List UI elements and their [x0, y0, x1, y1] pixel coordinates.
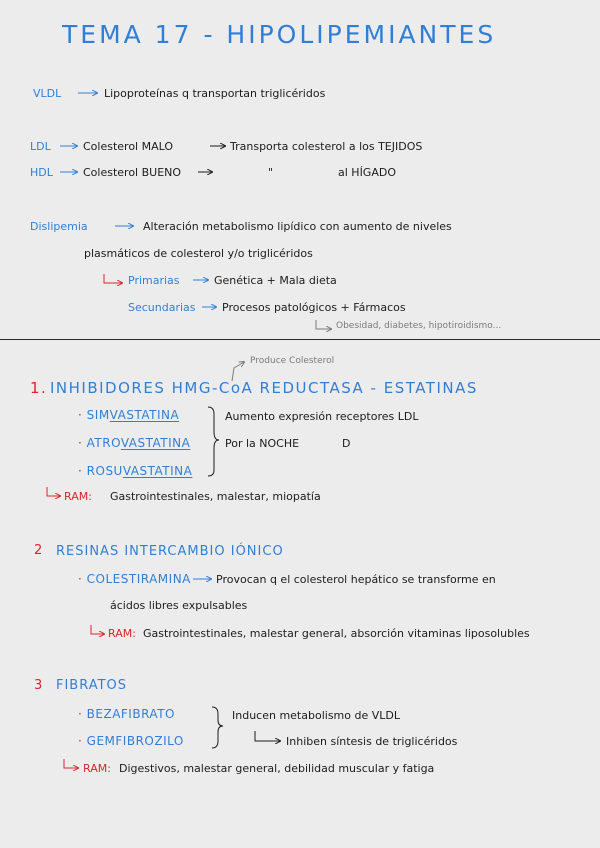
section1-ram-label: RAM: — [64, 490, 92, 503]
section1-ram-text: Gastrointestinales, malestar, miopatía — [110, 490, 321, 503]
drug-rosuvastatina: · ROSUVASTATINA — [78, 464, 193, 478]
drug-simvastatina: · SIMVASTATINA — [78, 408, 180, 422]
fibrate-effect-2: Inhiben síntesis de triglicéridos — [286, 735, 458, 748]
hook-section2-ram — [91, 625, 104, 634]
dislipemia-description-line1: Alteración metabolismo lipídico con aumento de niveles — [143, 220, 452, 233]
resin-effect-line1: Provocan q el colesterol hepático se transforme en — [216, 573, 496, 586]
hmg-coa-note: Produce Colesterol — [250, 356, 335, 366]
ldl-description: Colesterol MALO — [83, 140, 174, 153]
hook-fibrate-effect — [255, 731, 280, 741]
primarias-description: Genética + Mala dieta — [214, 274, 337, 287]
fibrate-effect-1: Inducen metabolismo de VLDL — [232, 709, 400, 722]
hdl-liver: al HÍGADO — [338, 166, 396, 179]
section1-number: 1. — [30, 379, 48, 397]
secundarias-examples-note: Obesidad, diabetes, hipotiroidismo... — [336, 321, 502, 331]
ldl-term: LDL — [30, 140, 51, 153]
smiley-mark: D — [342, 437, 351, 450]
section2-ram-label: RAM: — [108, 627, 136, 640]
hdl-term: HDL — [30, 166, 53, 179]
vldl-description: Lipoproteínas q transportan triglicéridos — [104, 87, 326, 100]
drug-bezafibrato: · BEZAFIBRATO — [78, 707, 175, 721]
section2-heading: RESINAS INTERCAMBIO IÓNICO — [56, 544, 284, 559]
hdl-description: Colesterol BUENO — [83, 166, 182, 179]
hook-primarias — [104, 274, 122, 283]
statin-timing: Por la NOCHE — [225, 437, 300, 450]
section1-heading: INHIBIDORES HMG-CoA REDUCTASA - ESTATINAS — [50, 379, 478, 397]
section3-ram-text: Digestivos, malestar general, debilidad muscular y fatiga — [119, 762, 435, 775]
section2-ram-text: Gastrointestinales, malestar general, absorción vitaminas liposolubles — [143, 627, 530, 640]
bracket-fibrates — [212, 707, 223, 748]
secundarias-label: Secundarias — [128, 301, 196, 314]
hdl-ditto-mark: " — [268, 166, 274, 179]
section-divider — [0, 339, 600, 340]
drug-colestiramina: · COLESTIRAMINA — [78, 572, 191, 586]
drug-gemfibrozilo: · GEMFIBROZILO — [78, 734, 184, 748]
section3-heading: FIBRATOS — [56, 678, 128, 693]
ldl-transport: Transporta colesterol a los TEJIDOS — [230, 140, 423, 153]
dislipemia-description-line2: plasmáticos de colesterol y/o triglicéridos — [84, 247, 313, 260]
statin-effect: Aumento expresión receptores LDL — [225, 410, 419, 423]
page-title: TEMA 17 - HIPOLIPEMIANTES — [62, 20, 497, 49]
resin-effect-line2: ácidos libres expulsables — [110, 599, 248, 612]
hook-section3-ram — [64, 759, 78, 768]
hook-section1-ram — [47, 487, 60, 496]
section3-number: 3 — [34, 678, 44, 693]
primarias-label: Primarias — [128, 274, 180, 287]
hook-secundarias-note — [316, 320, 331, 329]
secundarias-description: Procesos patológicos + Fármacos — [222, 301, 406, 314]
drug-atrovastatina: · ATROVASTATINA — [78, 436, 191, 450]
section3-ram-label: RAM: — [83, 762, 111, 775]
section2-number: 2 — [34, 543, 44, 558]
vldl-term: VLDL — [33, 87, 62, 100]
bracket-statins — [208, 407, 219, 476]
dislipemia-term: Dislipemia — [30, 220, 88, 233]
